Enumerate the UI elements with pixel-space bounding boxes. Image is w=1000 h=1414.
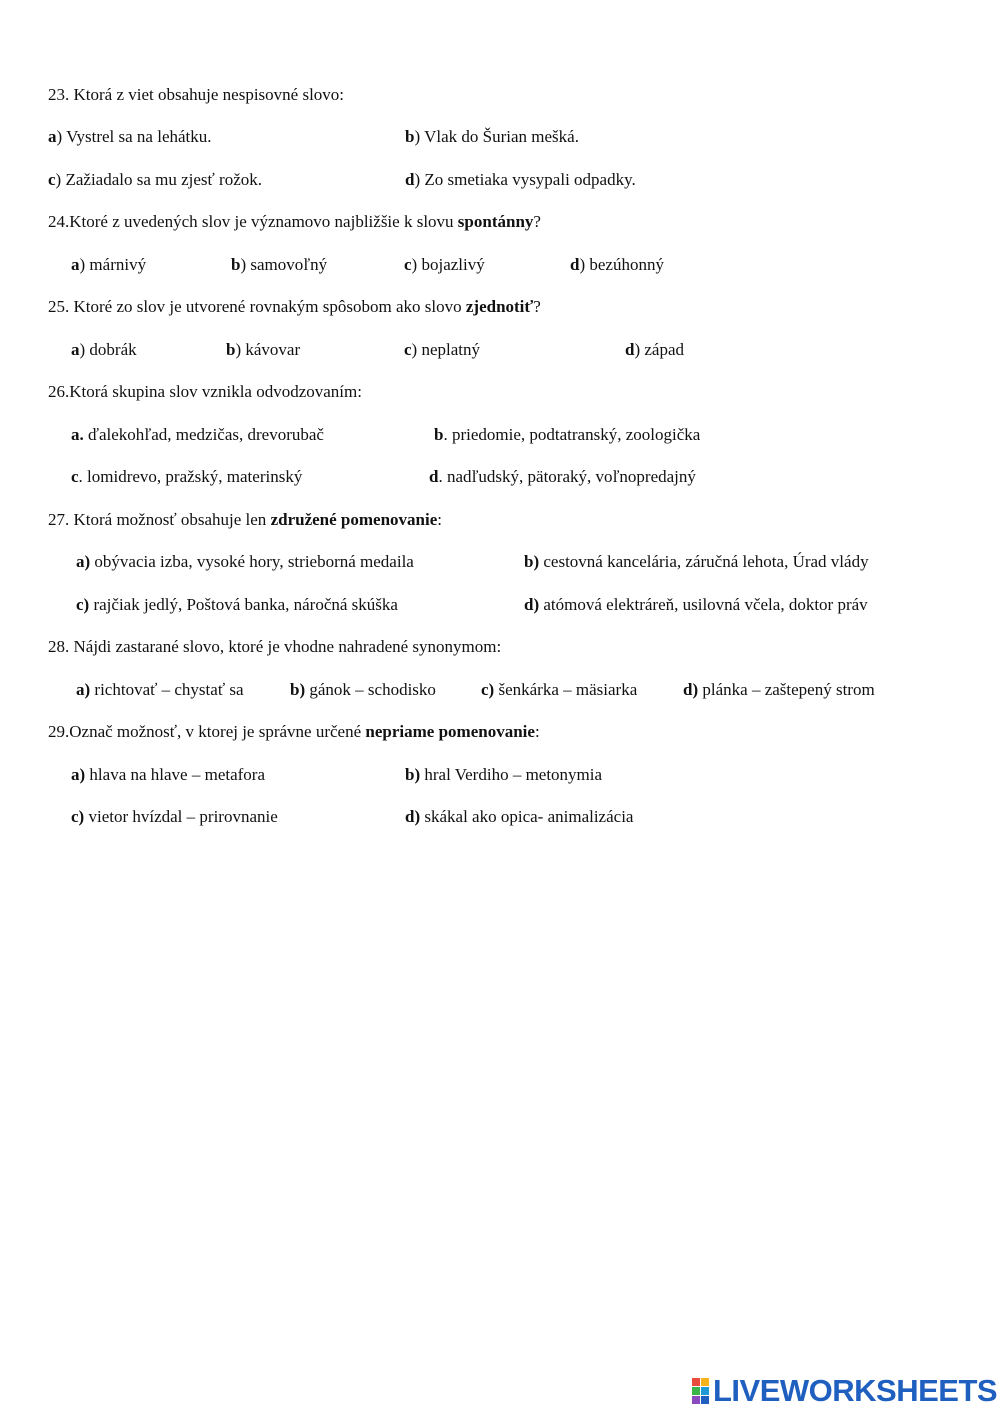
q28-option-c[interactable]: c) šenkárka – mäsiarka [481, 680, 638, 699]
q24-option-c[interactable]: c) bojazlivý [404, 255, 485, 274]
q27-option-c[interactable]: c) rajčiak jedlý, Poštová banka, náročná skúška [76, 595, 398, 614]
question-24-title: 24.Ktoré z uvedených slov je významovo najbližšie k slovu spontánny? [48, 212, 541, 231]
liveworksheets-logo [692, 1373, 998, 1408]
question-27-title: 27. Ktorá možnosť obsahuje len združené pomenovanie: [48, 510, 442, 529]
question-28-title: 28. Nájdi zastarané slovo, ktoré je vhodne nahradené synonymom: [48, 637, 502, 656]
logo-square [692, 1378, 700, 1386]
q26-option-b[interactable]: b. priedomie, podtatranský, zoologička [434, 425, 701, 444]
q24-option-a[interactable]: a) márnivý [71, 255, 147, 274]
q28-option-d[interactable]: d) plánka – zaštepený strom [683, 680, 875, 699]
q25-option-d[interactable]: d) západ [625, 340, 685, 359]
q23-option-c[interactable]: c) Zažiadalo sa mu zjesť rožok. [48, 170, 263, 189]
logo-square [701, 1396, 709, 1404]
logo-square [701, 1387, 709, 1395]
question-23-title: 23. Ktorá z viet obsahuje nespisovné slovo: [48, 85, 345, 104]
q23-option-b[interactable]: b) Vlak do Šurian mešká. [405, 127, 579, 146]
q25-option-b[interactable]: b) kávovar [226, 340, 301, 359]
q27-option-a[interactable]: a) obývacia izba, vysoké hory, strieborná medaila [76, 552, 414, 571]
q24-option-b[interactable]: b) samovoľný [231, 255, 328, 274]
logo-square [701, 1378, 709, 1386]
q25-option-c[interactable]: c) neplatný [404, 340, 481, 359]
q28-option-b[interactable]: b) gánok – schodisko [290, 680, 436, 699]
liveworksheets-logo-icon [692, 1378, 709, 1404]
question-25-title: 25. Ktoré zo slov je utvorené rovnakým spôsobom ako slovo zjednotiť? [48, 297, 541, 316]
q28-option-a[interactable]: a) richtovať – chystať sa [76, 680, 244, 699]
logo-square [692, 1396, 700, 1404]
q26-option-c[interactable]: c. lomidrevo, pražský, materinský [71, 467, 303, 486]
q23-option-a[interactable]: a) Vystrel sa na lehátku. [48, 127, 212, 146]
q25-option-a[interactable]: a) dobrák [71, 340, 137, 359]
logo-brand-text: LIVEWORKSHEETS [713, 1373, 998, 1408]
question-29-title: 29.Označ možnosť, v ktorej je správne určené nepriame pomenovanie: [48, 722, 540, 741]
q23-option-d[interactable]: d) Zo smetiaka vysypali odpadky. [405, 170, 636, 189]
question-26-title: 26.Ktorá skupina slov vznikla odvodzovaním: [48, 382, 362, 401]
q27-option-d[interactable]: d) atómová elektráreň, usilovná včela, doktor práv [524, 595, 868, 614]
logo-square [692, 1387, 700, 1395]
q24-option-d[interactable]: d) bezúhonný [570, 255, 664, 274]
q29-option-c[interactable]: c) vietor hvízdal – prirovnanie [71, 807, 278, 826]
q27-option-b[interactable]: b) cestovná kancelária, záručná lehota, Úrad vlády [524, 552, 869, 571]
q29-option-b[interactable]: b) hral Verdiho – metonymia [405, 765, 603, 784]
q29-option-a[interactable]: a) hlava na hlave – metafora [71, 765, 265, 784]
q29-option-d[interactable]: d) skákal ako opica- animalizácia [405, 807, 634, 826]
q26-option-d[interactable]: d. nadľudský, pätoraký, voľnopredajný [429, 467, 696, 486]
q26-option-a[interactable]: a. ďalekohľad, medzičas, drevorubač [71, 425, 324, 444]
